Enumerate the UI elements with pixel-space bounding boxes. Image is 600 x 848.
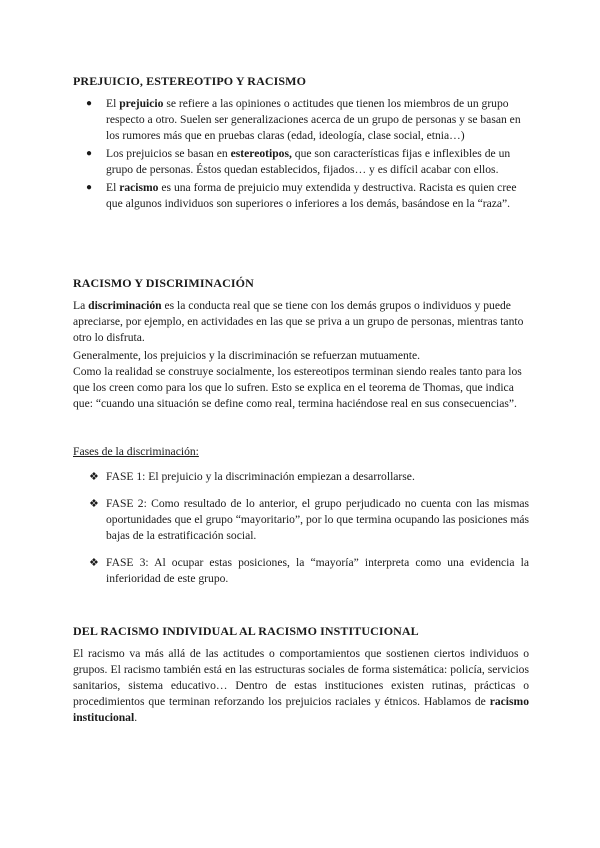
phase-text: FASE 1: El prejuicio y la discriminación empiezan a desarrollarse. xyxy=(106,470,415,483)
bullet-term: prejuicio xyxy=(119,97,164,110)
phases-list xyxy=(73,469,529,587)
phases-title: Fases de la discriminación: xyxy=(73,445,199,458)
section-title-discriminacion: RACISMO Y DISCRIMINACIÓN xyxy=(73,276,254,290)
phase-text: FASE 2: Como resultado de lo anterior, el grupo perjudicado no cuenta con las mismas oportunidades que el grupo “mayoritario”, por lo que termina ocupando las posiciones más bajas de la estratificación social. xyxy=(106,497,529,542)
section-title-prejuicio: PREJUICIO, ESTEREOTIPO Y RACISMO xyxy=(73,74,307,88)
list-item xyxy=(73,496,529,544)
bullet-text: es una forma de prejuicio muy extendida y destructiva. Racista es quien cree que algunos individuos son superiores o inferiores a los demás, basándose en la “raza”. xyxy=(106,181,517,210)
diamond-bullet-icon: ❖ xyxy=(89,557,99,569)
list-item xyxy=(73,555,529,587)
list-item xyxy=(73,180,529,212)
bullet-icon: ● xyxy=(86,148,93,159)
paragraph-term: racismo institucional xyxy=(73,695,529,724)
list-item xyxy=(73,469,529,485)
bullet-text: El xyxy=(106,97,120,110)
paragraph-text: . xyxy=(134,711,138,724)
bullet-text: Los prejuicios se basan en xyxy=(106,147,231,160)
paragraph-text: El racismo va más allá de las actitudes o comportamientos que sostienen ciertos individuos o grupos. El racismo también está en las estructuras sociales de forma sistemática: policía, servicios sanitarios, sistema educativo… Dentro de estas instituciones existen rutinas, prácticas o procedimientos que terminan reforzando los prejuicios raciales y étnicos. Hablamos de xyxy=(73,647,529,708)
paragraph-text: es la conducta real que se tiene con los demás grupos o individuos y puede apreciarse, por ejemplo, en actividades en las que se priva a un grupo de personas, mientras tanto otro lo disfruta. xyxy=(73,299,524,344)
bullet-icon: ● xyxy=(86,182,93,193)
section-title-racismo-institucional: DEL RACISMO INDIVIDUAL AL RACISMO INSTITUCIONAL xyxy=(73,624,419,638)
diamond-bullet-icon: ❖ xyxy=(89,498,99,510)
racismo-institucional-paragraph xyxy=(73,646,529,726)
refuerzo-paragraph: Generalmente, los prejuicios y la discriminación se refuerzan mutuamente. xyxy=(73,349,421,362)
paragraph-term: discriminación xyxy=(88,299,162,312)
bullet-text: que son características fijas e inflexibles de un grupo de personas. Éstos quedan establecidos, fijados… y es difícil acabar con ellos. xyxy=(106,147,511,176)
prejuicio-bullet-list xyxy=(73,96,529,212)
thomas-paragraph: Como la realidad se construye socialmente, los estereotipos terminan siendo reales tanto para los que los creen como para los que lo sufren. Esto se explica en el teorema de Thomas, que indica que: “cuando una situación se define como real, termina haciéndose real en sus consecuencias”. xyxy=(73,365,522,410)
diamond-bullet-icon: ❖ xyxy=(89,471,99,483)
bullet-icon: ● xyxy=(86,98,93,109)
bullet-term: racismo xyxy=(119,181,159,194)
discriminacion-definition xyxy=(73,298,529,346)
list-item xyxy=(73,96,529,144)
list-item xyxy=(73,146,529,178)
bullet-text: se refiere a las opiniones o actitudes que tienen los miembros de un grupo respecto a otro. Suelen ser generalizaciones acerca de un grupo de personas y se basan en los rumores más que en pruebas claras (edad, ideología, clase social, etnia…) xyxy=(106,97,521,142)
phase-text: FASE 3: Al ocupar estas posiciones, la “mayoría” interpreta como una evidencia la inferioridad de este grupo. xyxy=(106,556,529,585)
paragraph-text: La xyxy=(73,299,89,312)
bullet-term: estereotipos, xyxy=(230,147,292,160)
bullet-text: El xyxy=(106,181,120,194)
